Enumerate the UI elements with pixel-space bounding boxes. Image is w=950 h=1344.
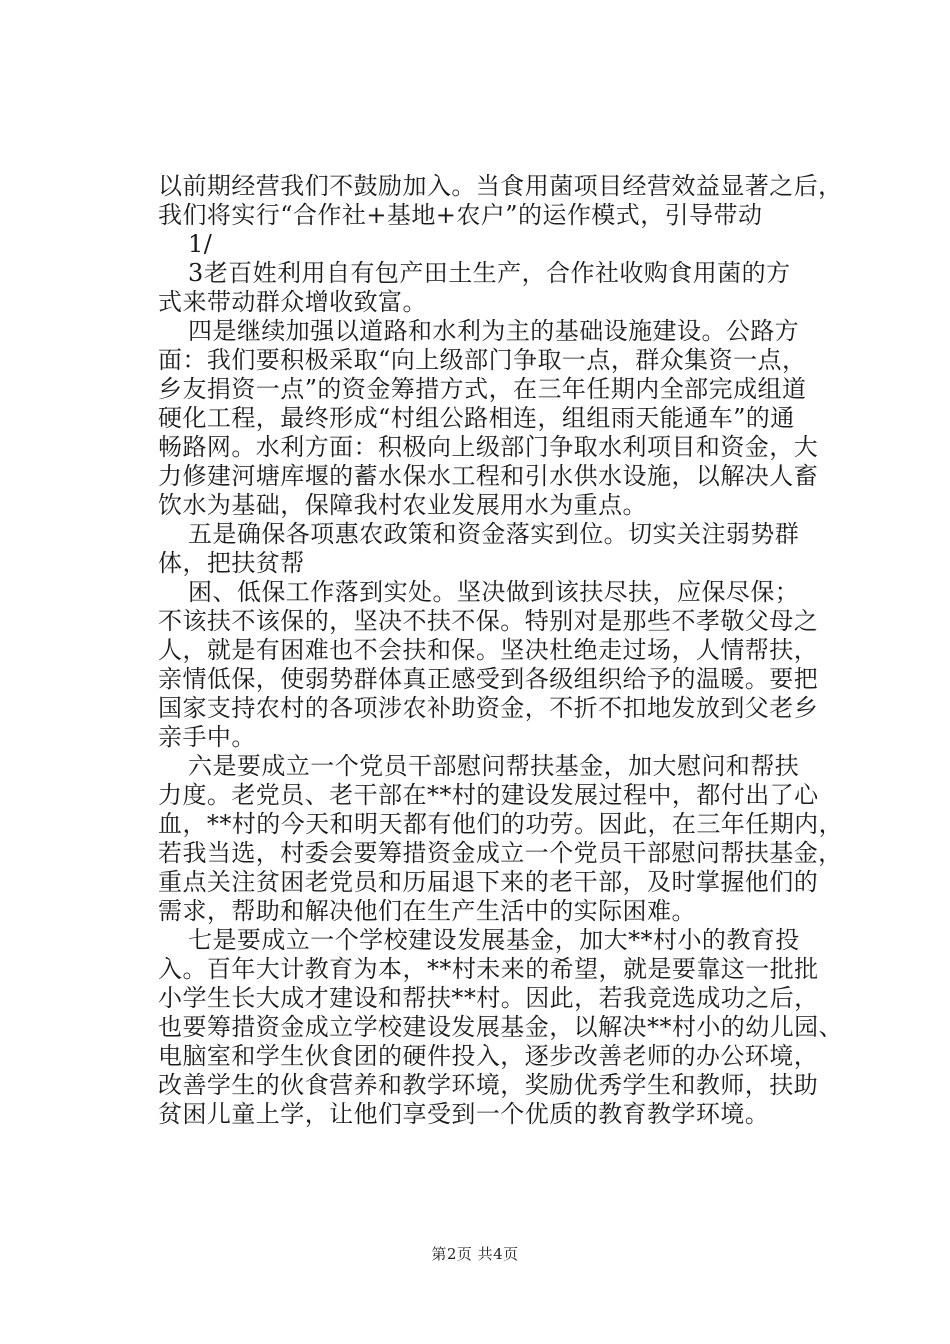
page-number-footer: 第2页 共4页: [431, 1245, 519, 1263]
text-line: 我们将实行“合作社+基地+农户”的运作模式，引导带动: [158, 201, 763, 229]
text-line: 六是要成立一个党员干部慰问帮扶基金，加大慰问和帮扶: [188, 752, 800, 780]
text-line: 小学生长大成才建设和帮扶**村。因此，若我竞选成功之后，: [158, 984, 819, 1012]
document-body: [158, 172, 844, 1129]
text-line: 人，就是有困难也不会扶和保。坚决杜绝走过场，人情帮扶，: [158, 636, 819, 664]
text-line: 贫困儿童上学，让他们享受到一个优质的教育教学环境。: [158, 1100, 770, 1128]
text-line: 3老百姓利用自有包产田土生产，合作社收购食用菌的方: [188, 259, 791, 287]
text-line: 面：我们要积极采取“向上级部门争取一点，群众集资一点，: [158, 346, 807, 374]
text-line: 血，**村的今天和明天都有他们的功劳。因此，在三年任期内，: [158, 810, 844, 838]
text-line: 若我当选，村委会要筹措资金成立一个党员干部慰问帮扶基金，: [158, 839, 843, 867]
text-line: 七是要成立一个学校建设发展基金，加大**村小的教育投: [188, 926, 800, 954]
text-line: 五是确保各项惠农政策和资金落实到位。切实关注弱势群: [188, 520, 800, 548]
text-line: 重点关注贫困老党员和历届退下来的老干部，及时掌握他们的: [158, 868, 819, 896]
text-line: 体，把扶贫帮: [158, 549, 305, 577]
text-line: 1/: [188, 230, 213, 258]
text-line: 式来带动群众增收致富。: [158, 288, 427, 316]
text-line: 力修建河塘库堰的蓄水保水工程和引水供水设施，以解决人畜: [158, 462, 819, 490]
text-line: 饮水为基础，保障我村农业发展用水为重点。: [158, 491, 647, 519]
text-line: 不该扶不该保的，坚决不扶不保。特别对是那些不孝敬父母之: [158, 607, 819, 635]
text-line: 需求，帮助和解决他们在生产生活中的实际困难。: [158, 897, 696, 925]
text-line: 硬化工程，最终形成“村组公路相连，组组雨天能通车”的通: [158, 404, 795, 432]
text-line: 四是继续加强以道路和水利为主的基础设施建设。公路方: [188, 317, 800, 345]
text-line: 国家支持农村的各项涉农补助资金，不折不扣地发放到父老乡: [158, 694, 819, 722]
text-line: 乡友捐资一点”的资金筹措方式，在三年任期内全部完成组道: [158, 375, 807, 403]
text-line: 入。百年大计教育为本，**村未来的希望，就是要靠这一批批: [158, 955, 819, 983]
text-line: 改善学生的伙食营养和教学环境，奖励优秀学生和教师，扶助: [158, 1071, 819, 1099]
text-line: 亲情低保，使弱势群体真正感受到各级组织给予的温暖。要把: [158, 665, 819, 693]
text-line: 困、低保工作落到实处。坚决做到该扶尽扶，应保尽保；: [188, 578, 800, 606]
text-line: 也要筹措资金成立学校建设发展基金，以解决**村小的幼儿园、: [158, 1013, 844, 1041]
text-line: 以前期经营我们不鼓励加入。当食用菌项目经营效益显著之后，: [158, 172, 843, 200]
text-line: 亲手中。: [158, 723, 256, 751]
text-line: 电脑室和学生伙食团的硬件投入，逐步改善老师的办公环境，: [158, 1042, 819, 1070]
text-line: 力度。老党员、老干部在**村的建设发展过程中，都付出了心: [158, 781, 819, 809]
text-line: 畅路网。水利方面：积极向上级部门争取水利项目和资金，大: [158, 433, 819, 461]
